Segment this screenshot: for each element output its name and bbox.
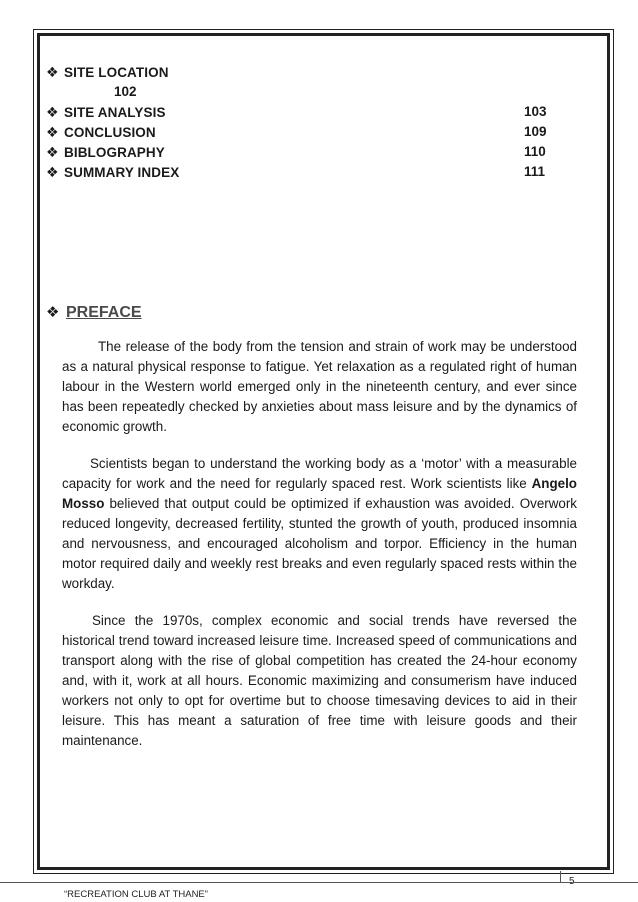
preface-heading [46,303,142,322]
toc-item-biblography [46,142,586,162]
diamond-bullet-icon: ❖ [46,164,59,180]
footer-divider [0,882,638,883]
preface-body [62,337,577,751]
diamond-bullet-icon: ❖ [46,304,60,321]
toc-item-page: 103 [524,104,547,119]
toc-item-site-location-page [46,82,586,102]
person-name: Angelo Mosso [62,476,577,511]
preface-paragraph-3: Since the 1970s, complex economic and social trends have reversed the historical trend toward increased leisure time. Increased speed of communications and transport along with the rise of global competition has created the 24-hour economy and, with it, work at all hours. Economic maximizing and consumerism have induced workers not only to opt for overtime but to choose timesaving devices to aid in their leisure. This has meant a saturation of free time with leisure goods and their maintenance. [62,613,577,748]
toc-item-page: 109 [524,124,547,139]
toc-item-title: BIBLOGRAPHY [64,145,165,160]
diamond-bullet-icon: ❖ [46,144,59,160]
toc-item-site-analysis [46,102,586,122]
toc-item-title: SUMMARY INDEX [64,165,180,180]
paragraph-text: Scientists began to understand the working body as a ‘motor’ with a measurable capacity for work and the need for regularly spaced rest. Work scientists like [62,456,577,491]
paragraph-text: believed that output could be optimized if exhaustion was avoided. Overwork reduced longevity, decreased fertility, stunted the growth of youth, produced insomnia and nervousness, and encouraged alcoholism and torpor. Efficiency in the human motor required daily and weekly rest breaks and even regularly spaced rests within the workday. [62,496,577,591]
toc-item-conclusion [46,122,586,142]
preface-paragraph-1: The release of the body from the tension and strain of work may be understood as a natural physical response to fatigue. Yet relaxation as a regulated right of human labour in the Western world emerged only in the nineteenth century, and ever since has been repeatedly checked by anxieties about mass leisure and by the dynamics of economic growth. [62,339,577,434]
toc-item-summary-index [46,162,586,182]
toc-item-page: 110 [524,144,546,159]
page-number: 5 [569,876,575,887]
page-number-box [560,871,593,882]
table-of-contents [46,62,586,182]
diamond-bullet-icon: ❖ [46,104,59,120]
toc-item-title: SITE LOCATION [64,65,169,80]
preface-paragraph-2 [62,454,577,594]
preface-heading-label: PREFACE [66,304,142,321]
toc-item-site-location [46,62,586,82]
diamond-bullet-icon: ❖ [46,64,59,80]
toc-item-title: SITE ANALYSIS [64,105,166,120]
footer-title: “RECREATION CLUB AT THANE” [64,889,208,900]
diamond-bullet-icon: ❖ [46,124,59,140]
toc-item-page: 102 [114,84,137,99]
toc-item-page: 111 [524,164,546,179]
toc-item-title: CONCLUSION [64,125,156,140]
